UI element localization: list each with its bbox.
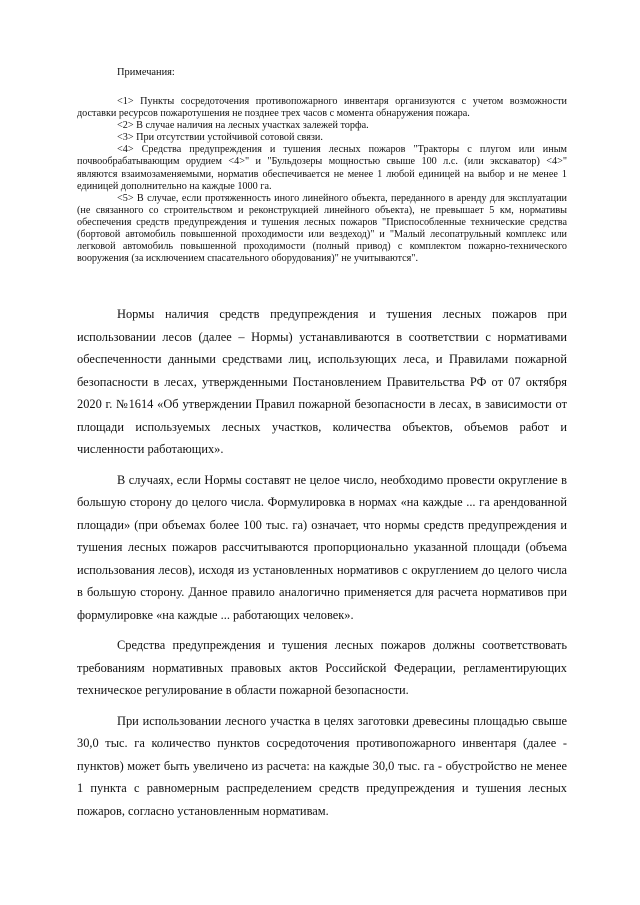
note-1: <1> Пункты сосредоточения противопожарного инвентаря организуются с учетом возможности доставки ресурсов пожаротушения не позднее трех часов с момента обнаружения пожара. — [77, 96, 567, 120]
paragraph-rounding: В случаях, если Нормы составят не целое число, необходимо провести округление в большую сторону до целого числа. Формулировка в нормах «на каждые ... га арендованной площади» (при объемах более 100 тыс. га) означает, что нормы средств предупреждения и тушения лесных пожаров рассчитываются пропорционально указанной площади (объема использования лесов), исходя из установленных нормативов с округлением до целого числа в большую сторону. Данное правило аналогично применяется для расчета нормативов при формулировке «на каждые ... работающих человек». — [77, 472, 567, 622]
note-5: <5> В случае, если протяженность иного линейного объекта, переданного в аренду для эксплуатации (не связанного со строительством и реконструкцией линейного объекта), не превышает 5 км, нормативы обеспечения средств предупреждения и тушения лесных пожаров "Приспособленные технические средства (бортовой автомобиль повышенной проходимости или вездеход)" и "Малый лесопатрульный комплекс или легковой автомобиль повышенной проходимости (полный привод) с комплектом пожарно-технического вооружения (за исключением спасательного оборудования)" не учитываются". — [77, 192, 567, 265]
note-4: <4> Средства предупреждения и тушения лесных пожаров "Тракторы с плугом или иным почвообрабатывающим орудием <4>" и "Бульдозеры мощностью свыше 100 л.с. (или экскаватор) <4>" являются взаимозаменяемыми, норматив обеспечивается не менее 1 любой единицей на выбор и не менее 1 единицей дополнительно на каждые 1000 га. — [77, 144, 567, 192]
note-2: <2> В случае наличия на лесных участках залежей торфа. — [117, 120, 369, 132]
note-3: <3> При отсутствии устойчивой сотовой связи. — [117, 132, 323, 144]
notes-list — [77, 96, 567, 265]
paragraph-points: При использовании лесного участка в целях заготовки древесины площадью свыше 30,0 тыс. га количество пунктов сосредоточения противопожарного инвентаря (далее - пунктов) может быть увеличено из расчета: на каждые 30,0 тыс. га - обустройство не менее 1 пункта с равномерным распределением средств предупреждения и тушения лесных пожаров, согласно установленным нормативам. — [77, 713, 567, 818]
body-text — [77, 303, 567, 822]
paragraph-norms: Нормы наличия средств предупреждения и тушения лесных пожаров при использовании лесов (далее – Нормы) устанавливаются в соответствии с нормативами обеспеченности данными средствами лиц, использующих леса, и Правилами пожарной безопасности в лесах, утвержденными Постановлением Правительства РФ от 07 октября 2020 г. №1614 «Об утверждении Правил пожарной безопасности в лесах, в зависимости от площади используемых лесных участков, количества объектов, объемов работ и численности работающих». — [77, 307, 567, 456]
notes-title: Примечания: — [117, 67, 175, 78]
paragraph-requirements: Средства предупреждения и тушения лесных пожаров должны соответствовать требованиям нормативных правовых актов Российской Федерации, регламентирующих техническое регулирование в области пожарной безопасности. — [77, 638, 567, 697]
